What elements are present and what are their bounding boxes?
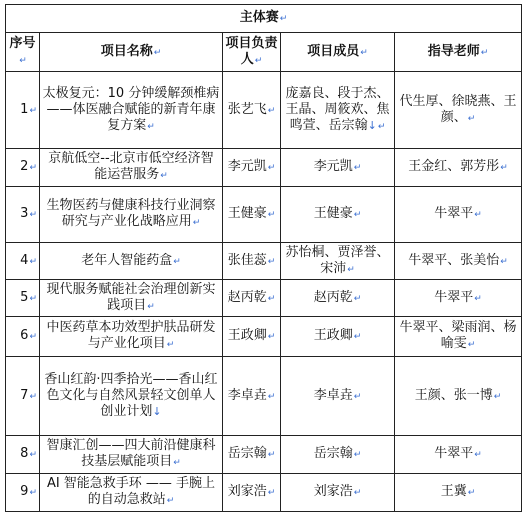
project-name: 智康汇创——四大前沿健康科技基层赋能项目↵: [40, 436, 223, 474]
row-number: 4↵: [6, 243, 40, 280]
project-name: 京航低空--北京市低空经济智能运营服务↵: [40, 149, 223, 187]
down-arrow-icon: ↓: [367, 118, 377, 132]
paragraph-mark-icon: ↵: [360, 47, 368, 58]
project-name: 香山红韵·四季拾光——香山红色文化与自然风景轻文创单人创业计划↓: [40, 357, 223, 436]
header-members: 项目成员↵: [281, 33, 395, 72]
document-sheet: [5, 4, 521, 512]
row-number: 2↵: [6, 149, 40, 187]
project-leader: 岳宗翰↵: [223, 436, 281, 474]
table-row: [6, 317, 522, 357]
project-advisor: 王冀↵: [395, 474, 522, 512]
paragraph-mark-icon: ↵: [279, 14, 288, 24]
project-members: 王政卿↵: [281, 317, 395, 357]
header-advisor: 指导老师↵: [395, 33, 522, 72]
title-row: [6, 5, 522, 33]
paragraph-mark-icon: ↵: [153, 47, 162, 58]
table-row: [6, 243, 522, 280]
table-title: [6, 5, 522, 33]
row-number: 9↵: [6, 474, 40, 512]
project-leader: 王政卿↵: [223, 317, 281, 357]
header-no: 序号↵: [6, 33, 40, 72]
row-number: 5↵: [6, 280, 40, 317]
row-number: 1↵: [6, 72, 40, 149]
row-number: 7↵: [6, 357, 40, 436]
row-number: 3↵: [6, 187, 40, 243]
table-title-text: 主体赛: [239, 10, 279, 25]
paragraph-mark-icon: ↵: [254, 55, 263, 66]
table-row: [6, 474, 522, 512]
project-name: 太极复元：10 分钟缓解颈椎病——体医融合赋能的新青年康复方案↵: [40, 72, 223, 149]
project-advisor: 代生厚、徐晓燕、王颜、↵: [395, 72, 522, 149]
project-members: 赵丙乾↵: [281, 280, 395, 317]
header-name: 项目名称↵: [40, 33, 223, 72]
project-leader: 王健豪↵: [223, 187, 281, 243]
header-leader: 项目负责人↵: [223, 33, 281, 72]
project-members: 刘家浩↵: [281, 474, 395, 512]
project-name: 生物医药与健康科技行业洞察研究与产业化战略应用↵: [40, 187, 223, 243]
project-members: 岳宗翰↵: [281, 436, 395, 474]
project-advisor: 牛翠平↵: [395, 436, 522, 474]
table-row: [6, 72, 522, 149]
paragraph-mark-icon: ↵: [19, 55, 27, 66]
paragraph-mark-icon: ↵: [480, 47, 489, 58]
down-arrow-icon: ↓: [152, 405, 162, 418]
project-advisor: 牛翠平、梁雨润、杨喻雯↵: [395, 317, 522, 357]
table-row: [6, 436, 522, 474]
project-leader: 李卓垚↵: [223, 357, 281, 436]
competition-table: [5, 4, 522, 512]
project-advisor: 王颜、张一博↵: [395, 357, 522, 436]
project-leader: 李元凯↵: [223, 149, 281, 187]
table-row: [6, 149, 522, 187]
project-advisor: 牛翠平↵: [395, 187, 522, 243]
project-members: 庞嘉良、段于杰、王晶、周筱欢、焦鸣萱、岳宗翰↓↵: [281, 72, 395, 149]
project-name: 现代服务赋能社会治理创新实践项目↵: [40, 280, 223, 317]
project-leader: 张艺飞↵: [223, 72, 281, 149]
project-members: 李卓垚↵: [281, 357, 395, 436]
table-row: [6, 357, 522, 436]
project-name: 中医药草本功效型护肤品研发与产业化项目↵: [40, 317, 223, 357]
project-advisor: 牛翠平↵: [395, 280, 522, 317]
project-name: AI 智能急救手环 —— 手腕上的自动急救站↵: [40, 474, 223, 512]
row-number: 8↵: [6, 436, 40, 474]
project-advisor: 牛翠平、张美怡↵: [395, 243, 522, 280]
project-members: 苏怡桐、贾泽誉、宋沛↵: [281, 243, 395, 280]
project-advisor: 王金红、郭芳彤↵: [395, 149, 522, 187]
header-row: [6, 33, 522, 72]
project-members: 李元凯↵: [281, 149, 395, 187]
project-leader: 刘家浩↵: [223, 474, 281, 512]
project-name: 老年人智能药盒↵: [40, 243, 223, 280]
table-row: [6, 187, 522, 243]
project-members: 王健豪↵: [281, 187, 395, 243]
table-row: [6, 280, 522, 317]
project-leader: 张佳蕊↵: [223, 243, 281, 280]
row-number: 6↵: [6, 317, 40, 357]
project-leader: 赵丙乾↵: [223, 280, 281, 317]
